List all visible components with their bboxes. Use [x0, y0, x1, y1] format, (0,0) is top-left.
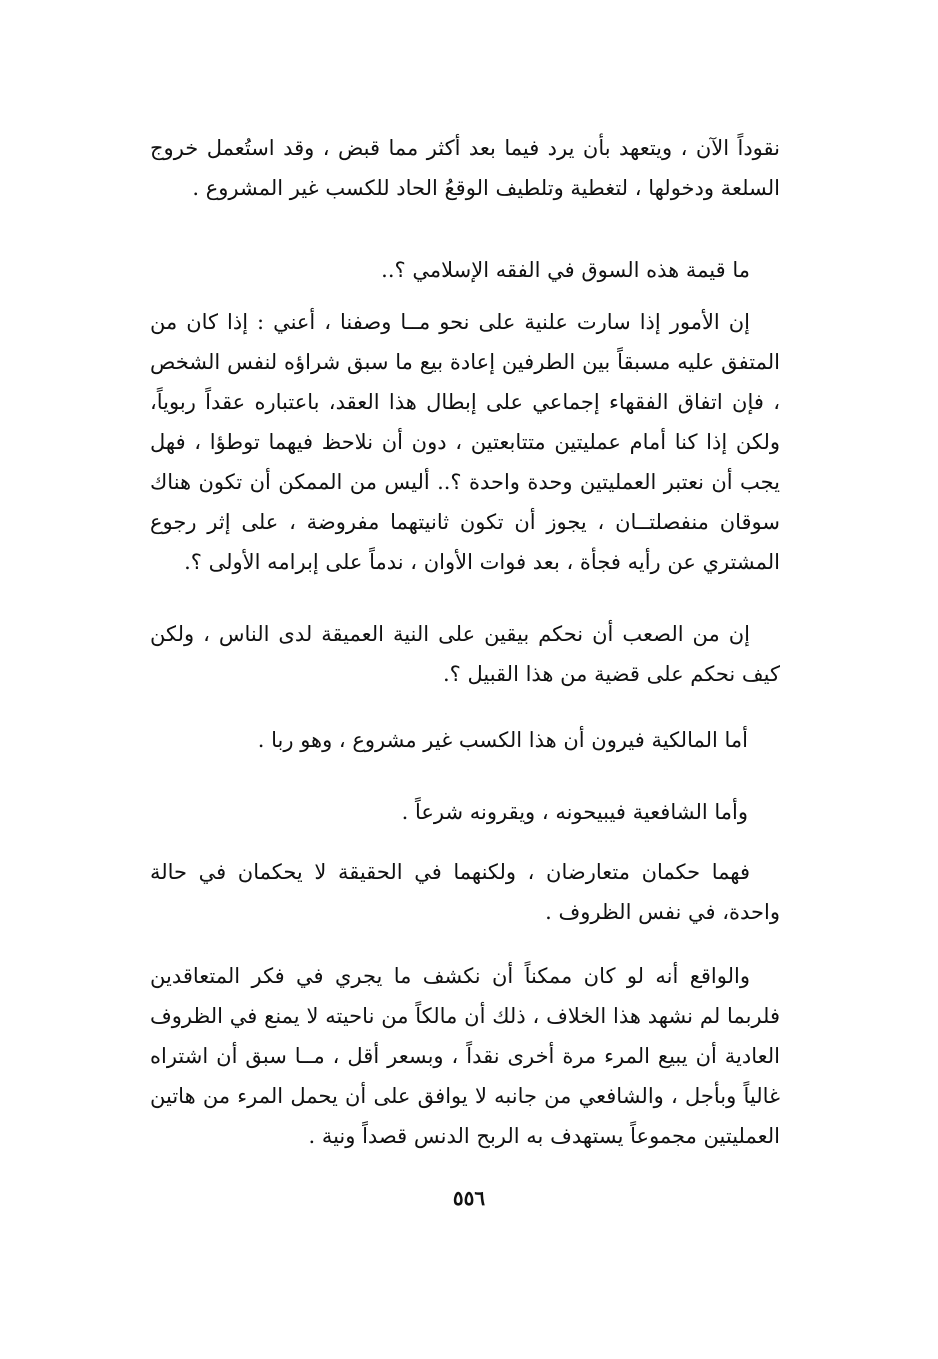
paragraph-4: إن من الصعب أن نحكم بيقين على النية العميقة لدى الناس ، ولكن كيف نحكم على قضية من هذا القبيل ؟. [150, 622, 780, 686]
paragraph-3: إن الأمور إذا سارت علنية على نحو مــا وصفنا ، أعني : إذا كان من المتفق عليه مسبقاً بين الطرفين إعادة بيع ما سبق شراؤه لنفس الشخص ، فإن اتفاق الفقهاء إجماعي على إبطال هذا العقد، باعتباره عقداً ربوياً، ولكن إذا كنا أمام عمليتين متتابعتين ، دون أن نلاحظ فيهما توطؤا ، فهل يجب أن نعتبر العمليتين وحدة واحدة ؟.. أليس من الممكن أن تكون هناك سوقان منفصلتــان ، يجوز أن تكون ثانيتهما مفروضة ، على إثر رجوع المشتري عن رأيه فجأة ، بعد فوات الأوان ، ندماً على إبرامه الأولى ؟. [150, 310, 780, 574]
page-number: ٥٥٦ [452, 1186, 486, 1210]
paragraph-1: نقوداً الآن ، ويتعهد بأن يرد فيما بعد أكثر مما قبض ، وقد استُعمل خروج السلعة ودخولها ، لتغطية وتلطيف الوقعُ الحاد للكسب غير المشروع . [150, 136, 780, 200]
paragraph-8: والواقع أنه لو كان ممكناً أن نكشف ما يجري في فكر المتعاقدين فلربما لم نشهد هذا الخلاف ، ذلك أن مالكاً من ناحيته لا يمنع في الظروف العادية أن يبيع المرء مرة أخرى نقداً ، وبسعر أقل ، مــا سبق أن اشتراه غالياً وبأجل ، والشافعي من جانبه لا يوافق على أن يحمل المرء من هاتين العمليتين مجموعاً يستهدف به الربح الدنس قصداً ونية . [150, 964, 780, 1148]
paragraph-7: فهما حكمان متعارضان ، ولكنهما في الحقيقة لا يحكمان في حالة واحدة، في نفس الظروف . [150, 860, 780, 924]
paragraph-5: أما المالكية فيرون أن هذا الكسب غير مشروع ، وهو ربا . [257, 728, 748, 752]
paragraph-2: ما قيمة هذه السوق في الفقه الإسلامي ؟.. [381, 258, 750, 282]
paragraph-6: وأما الشافعية فيبيحونه ، ويقرونه شرعاً . [401, 800, 748, 824]
